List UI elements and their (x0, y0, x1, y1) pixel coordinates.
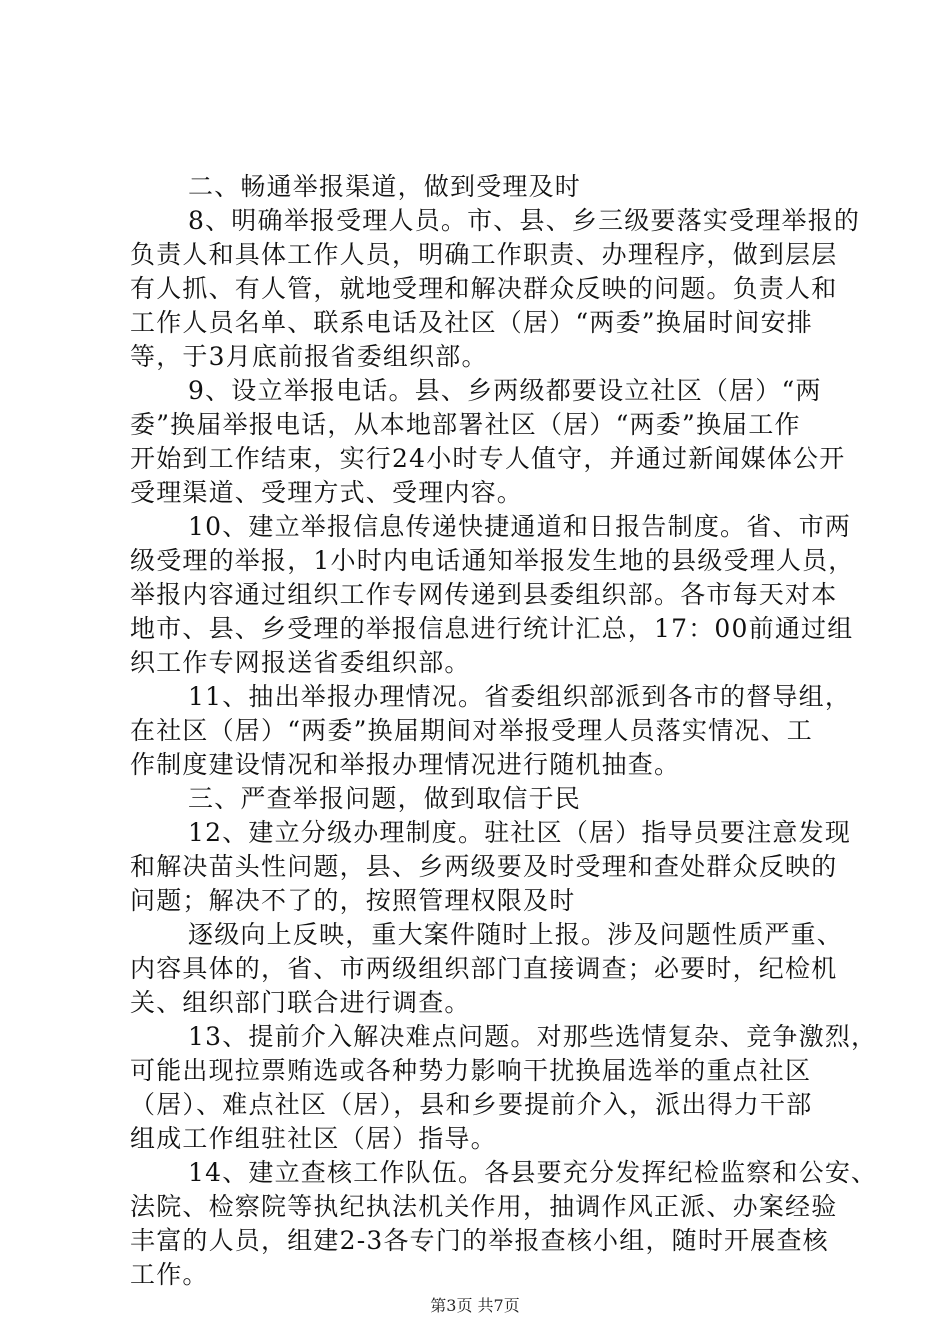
paragraph-line: 逐级向上反映，重大案件随时上报。涉及问题性质严重、 (188, 920, 844, 949)
paragraph-line: 和解决苗头性问题，县、乡两级要及时受理和查处群众反映的 (130, 852, 838, 881)
paragraph-line: 10、建立举报信息传递快捷通道和日报告制度。省、市两 (188, 512, 852, 541)
paragraph-line: 受理渠道、受理方式、受理内容。 (130, 478, 524, 507)
paragraph-line: 组成工作组驻社区（居）指导。 (130, 1124, 497, 1153)
paragraph-line: 13、提前介入解决难点问题。对那些选情复杂、竞争激烈， (188, 1022, 878, 1051)
paragraph-line: 有人抓、有人管，就地受理和解决群众反映的问题。负责人和 (130, 274, 838, 303)
heading-section-3: 三、严查举报问题，做到取信于民 (188, 784, 582, 813)
paragraph-line: 举报内容通过组织工作专网传递到县委组织部。各市每天对本 (130, 580, 838, 609)
heading-section-2: 二、畅通举报渠道，做到受理及时 (188, 172, 582, 201)
paragraph-line: 法院、检察院等执纪执法机关作用，抽调作风正派、办案经验 (130, 1192, 838, 1221)
paragraph-line: 在社区（居）“两委”换届期间对举报受理人员落实情况、工 (130, 716, 813, 745)
page-number-footer: 第3页 共7页 (430, 1296, 520, 1315)
paragraph-line: 问题；解决不了的，按照管理权限及时 (130, 886, 576, 915)
paragraph-line: 负责人和具体工作人员，明确工作职责、办理程序，做到层层 (130, 240, 838, 269)
paragraph-line: 内容具体的，省、市两级组织部门直接调查；必要时，纪检机 (130, 954, 838, 983)
paragraph-line: 12、建立分级办理制度。驻社区（居）指导员要注意发现 (188, 818, 852, 847)
paragraph-line: 等，于3月底前报省委组织部。 (130, 342, 488, 371)
paragraph-line: 级受理的举报，1小时内电话通知举报发生地的县级受理人员， (130, 546, 855, 575)
paragraph-line: 工作人员名单、联系电话及社区（居）“两委”换届时间安排 (130, 308, 813, 337)
paragraph-line: 9、设立举报电话。县、乡两级都要设立社区（居）“两 (188, 376, 822, 405)
paragraph-line: 作制度建设情况和举报办理情况进行随机抽查。 (130, 750, 681, 779)
paragraph-line: 8、明确举报受理人员。市、县、乡三级要落实受理举报的 (188, 206, 861, 235)
paragraph-line: 关、组织部门联合进行调查。 (130, 988, 471, 1017)
paragraph-line: 可能出现拉票贿选或各种势力影响干扰换届选举的重点社区 (130, 1056, 812, 1085)
paragraph-line: 工作。 (130, 1260, 209, 1289)
paragraph-line: 委”换届举报电话，从本地部署社区（居）“两委”换届工作 (130, 410, 801, 439)
paragraph-line: 开始到工作结束，实行24小时专人值守，并通过新闻媒体公开 (130, 444, 846, 473)
paragraph-line: （居）、难点社区（居），县和乡要提前介入，派出得力干部 (130, 1090, 813, 1119)
paragraph-line: 11、抽出举报办理情况。省委组织部派到各市的督导组， (188, 682, 852, 711)
paragraph-line: 织工作专网报送省委组织部。 (130, 648, 471, 677)
paragraph-line: 丰富的人员，组建2-3各专门的举报查核小组，随时开展查核 (130, 1226, 829, 1255)
paragraph-line: 14、建立查核工作队伍。各县要充分发挥纪检监察和公安、 (188, 1158, 878, 1187)
paragraph-line: 地市、县、乡受理的举报信息进行统计汇总，17：00前通过组 (130, 614, 854, 643)
